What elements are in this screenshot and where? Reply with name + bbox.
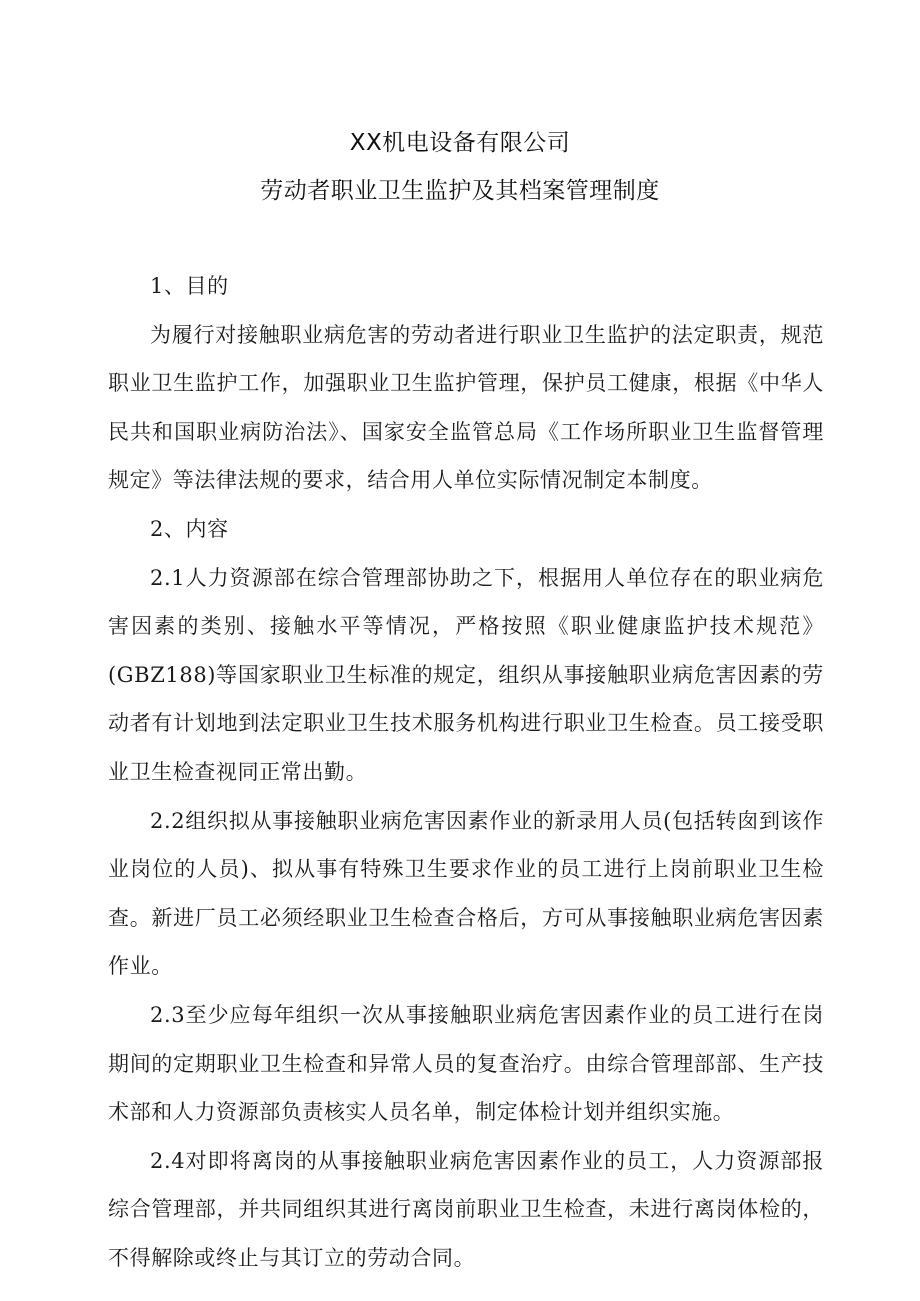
section-heading-content: 2、内容 <box>150 516 229 541</box>
paragraph-2-1: 2.1人力资源部在综合管理部协助之下，根据用人单位存在的职业病危害因素的类别、接触水平等情况，严格按照《职业健康监护技术规范》(GBZ188)等国家职业卫生标准的规定，组织从事接触职业病危害因素的劳动者有计划地到法定职业卫生技术服务机构进行职业卫生检查。员工接受职业卫生检查视同正常出勤。 <box>108 565 824 784</box>
section-heading-purpose: 1、目的 <box>150 274 229 298</box>
paragraph-2-2: 2.2组织拟从事接触职业病危害因素作业的新录用人员(包括转囱到该作业岗位的人员)、拟从事有特殊卫生要求作业的员工进行上岗前职业卫生检查。新进厂员工必须经职业卫生检查合格后，方可从事接触职业病危害因素作业。 <box>108 808 824 979</box>
document-body <box>108 262 824 1282</box>
paragraph-purpose: 为履行对接触职业病危害的劳动者进行职业卫生监护的法定职责，规范职业卫生监护工作，加强职业卫生监护管理，保护员工健康，根据《中华人民共和国职业病防治法》、国家安全监管总局《工作场所职业卫生监督管理规定》等法律法规的要求，结合用人单位实际情况制定本制度。 <box>108 322 824 493</box>
document-title: 劳动者职业卫生监护及其档案管理制度 <box>260 178 660 204</box>
paragraph-2-4: 2.4对即将离岗的从事接触职业病危害因素作业的员工，人力资源部报综合管理部，并共同组织其进行离岗前职业卫生检查，未进行离岗体检的，不得解除或终止与其订立的劳动合同。 <box>108 1148 824 1270</box>
company-title: XX机电设备有限公司 <box>349 130 571 156</box>
paragraph-2-3: 2.3至少应每年组织一次从事接触职业病危害因素作业的员工进行在岗期间的定期职业卫生检查和异常人员的复查治疗。由综合管理部部、生产技术部和人力资源部负责核实人员名单，制定体检计划并组织实施。 <box>108 1002 824 1125</box>
